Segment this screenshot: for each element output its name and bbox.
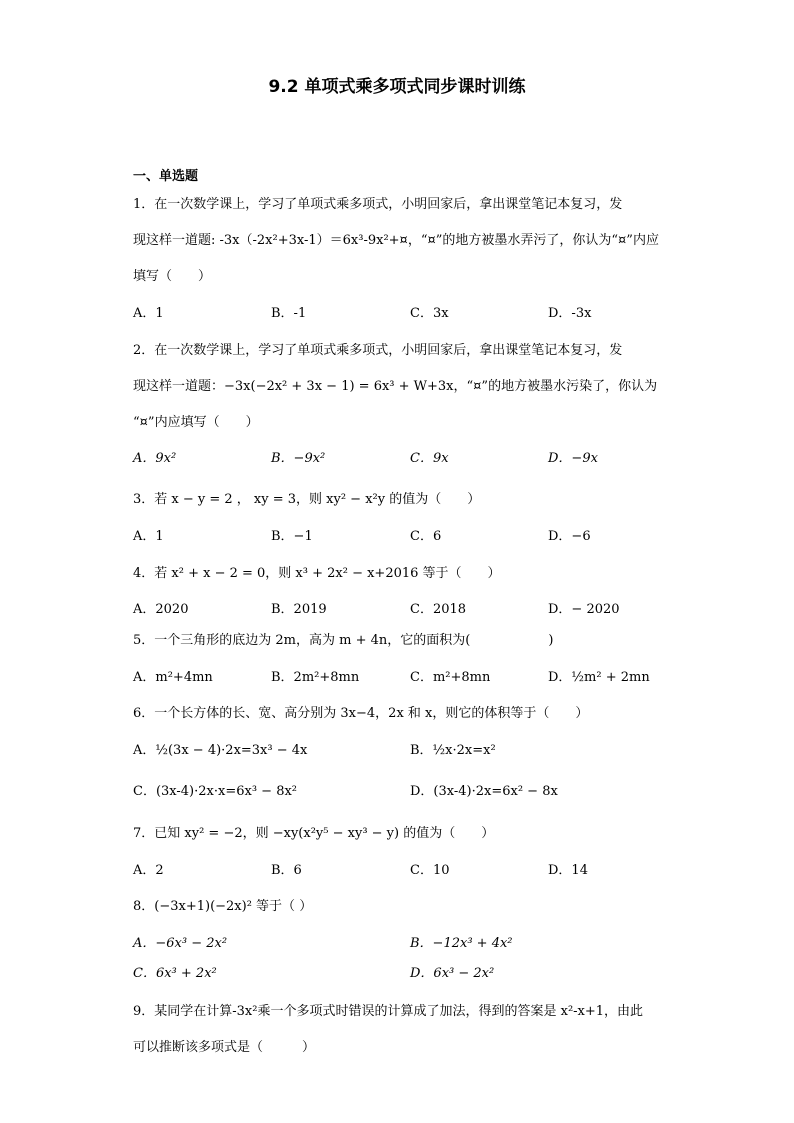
- q9-line-1: 9．某同学在计算-3x²乘一个多项式时错误的计算成了加法，得到的答案是 x²-x+1，由此: [133, 1004, 644, 1019]
- q1-option-d[interactable]: D．-3x: [548, 306, 592, 321]
- q8-option-a[interactable]: A．−6x³ − 2x²: [133, 936, 228, 951]
- q8-option-c[interactable]: C．6x³ + 2x²: [133, 966, 217, 981]
- q6-line-1: 6．一个长方体的长、宽、高分别为 3x−4，2x 和 x，则它的体积等于（ ）: [133, 706, 589, 721]
- q2-option-a[interactable]: A．9x²: [133, 451, 177, 466]
- q4-line-1: 4．若 x² + x − 2 = 0，则 x³ + 2x² − x+2016 等于（ ）: [133, 566, 501, 581]
- q1-option-b[interactable]: B．-1: [271, 306, 307, 321]
- q3-option-d[interactable]: D．−6: [548, 529, 591, 544]
- q4-option-b[interactable]: B．2019: [271, 602, 327, 617]
- q3-option-a[interactable]: A．1: [133, 529, 164, 544]
- q7-line-1: 7．已知 xy² = −2，则 −xy(x²y⁵ − xy³ − y) 的值为（ ）: [133, 826, 495, 841]
- q4-option-d[interactable]: D．− 2020: [548, 602, 620, 617]
- q3-option-b[interactable]: B．−1: [271, 529, 313, 544]
- q7-option-c[interactable]: C．10: [410, 863, 450, 878]
- q1-option-c[interactable]: C．3x: [410, 306, 449, 321]
- q5-option-c[interactable]: C．m²+8mn: [410, 670, 491, 685]
- page-title: 9.2 单项式乘多项式同步课时训练: [268, 77, 526, 97]
- q2-line-3: “¤”内应填写（ ）: [133, 415, 259, 430]
- q3-line-1: 3．若 x − y = 2 ， xy = 3，则 xy² − x²y 的值为（ ）: [133, 492, 481, 507]
- q1-option-a[interactable]: A．1: [133, 306, 164, 321]
- q6-option-b[interactable]: B．½x·2x=x²: [410, 743, 496, 758]
- q8-option-d[interactable]: D．6x³ − 2x²: [410, 966, 495, 981]
- q5-option-a[interactable]: A．m²+4mn: [133, 670, 213, 685]
- q6-option-a[interactable]: A．½(3x − 4)·2x=3x³ − 4x: [133, 743, 308, 758]
- q4-option-a[interactable]: A．2020: [133, 602, 189, 617]
- q1-line-2: 现这样一道题: -3x（-2x²+3x-1）＝6x³-9x²+¤，“¤”的地方被墨水弄污了，你认为“¤”内应: [133, 233, 659, 248]
- q5-option-b[interactable]: B．2m²+8mn: [271, 670, 360, 685]
- q2-option-c[interactable]: C．9x: [410, 451, 449, 466]
- q7-option-b[interactable]: B．6: [271, 863, 302, 878]
- q5-option-d[interactable]: D．½m² + 2mn: [548, 670, 650, 685]
- q8-option-b[interactable]: B．−12x³ + 4x²: [410, 936, 513, 951]
- section-heading: 一、单选题: [133, 169, 199, 184]
- q2-option-d[interactable]: D．−9x: [548, 451, 598, 466]
- q1-line-3: 填写（ ）: [133, 269, 212, 284]
- q9-line-2: 可以推断该多项式是（ ）: [133, 1040, 316, 1055]
- q2-line-1: 2．在一次数学课上，学习了单项式乘多项式，小明回家后，拿出课堂笔记本复习，发: [133, 343, 623, 358]
- q3-option-c[interactable]: C．6: [410, 529, 442, 544]
- q7-option-a[interactable]: A．2: [133, 863, 164, 878]
- q4-option-c[interactable]: C．2018: [410, 602, 467, 617]
- q5-line-1: 5．一个三角形的底边为 2m，高为 m + 4n，它的面积为( ): [133, 633, 554, 648]
- q6-option-c[interactable]: C．(3x-4)·2x·x=6x³ − 8x²: [133, 784, 298, 799]
- q8-line-1: 8．(−3x+1)(−2x)² 等于（ ）: [133, 899, 313, 914]
- q6-option-d[interactable]: D．(3x-4)·2x=6x² − 8x: [410, 784, 558, 799]
- q1-line-1: 1．在一次数学课上，学习了单项式乘多项式，小明回家后，拿出课堂笔记本复习，发: [133, 197, 623, 212]
- q2-option-b[interactable]: B．−9x²: [271, 451, 326, 466]
- q2-line-2: 现这样一道题：−3x(−2x² + 3x − 1) = 6x³ + W+3x，“¤”的地方被墨水污染了，你认为: [133, 379, 658, 394]
- q7-option-d[interactable]: D．14: [548, 863, 588, 878]
